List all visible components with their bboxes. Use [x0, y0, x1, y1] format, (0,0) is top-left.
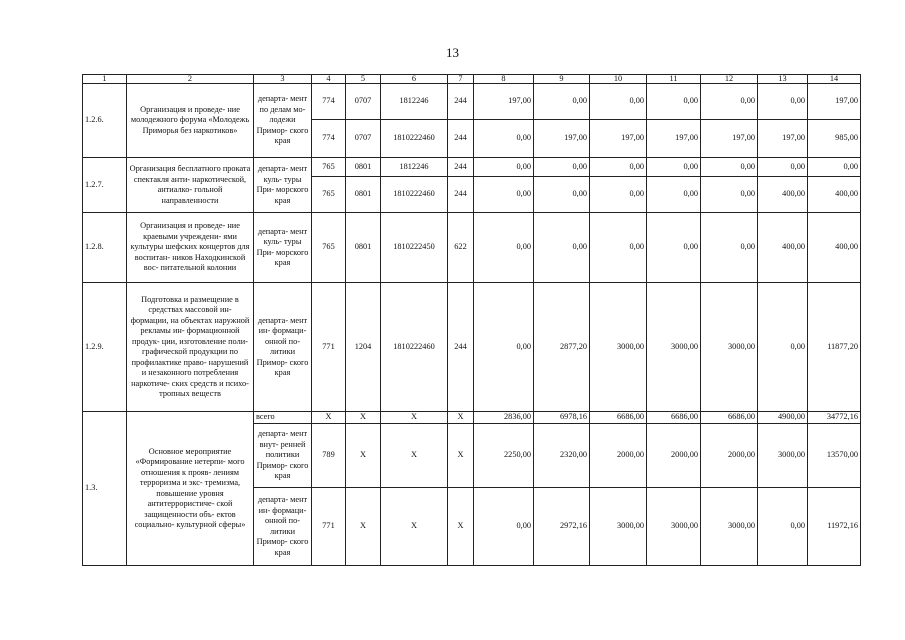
table-cell: 197,00: [701, 120, 758, 158]
row-number: 1.2.8.: [83, 213, 127, 283]
table-cell: 3000,00: [701, 283, 758, 412]
measure-name: Основное мероприятие «Формирование нетерпи- мого отношения к прояв- лениям терроризма и экс- тремизма, повышение уровня антитеррористиче- ской защищенности объ- ектов социально- культурной сферы»: [127, 412, 254, 566]
table-cell: 244: [448, 283, 474, 412]
department: департа- мент ин- формаци- онной по- литики Примор- ского края: [254, 283, 312, 412]
table-cell: 0,00: [474, 213, 534, 283]
page-number: 13: [446, 45, 459, 60]
table-cell: 0,00: [590, 177, 647, 213]
table-row: [83, 213, 861, 283]
measure-name: Организация бесплатного проката спектакля анти- наркотической, антиалко- гольной направленности: [127, 158, 254, 213]
header-cell: 10: [590, 75, 647, 84]
table-cell: 0707: [346, 120, 381, 158]
table-cell: X: [346, 488, 381, 566]
table-cell: X: [448, 488, 474, 566]
header-cell: 3: [254, 75, 312, 84]
table-cell: 0,00: [474, 120, 534, 158]
header-cell: 1: [83, 75, 127, 84]
table-row: [83, 158, 861, 177]
header-cell: 9: [534, 75, 590, 84]
row-number: 1.2.9.: [83, 283, 127, 412]
table-cell: 765: [312, 177, 346, 213]
table-cell: X: [448, 412, 474, 424]
table-cell: 11877,20: [808, 283, 861, 412]
table-cell: 774: [312, 84, 346, 120]
table-cell: 2972,16: [534, 488, 590, 566]
table-cell: 1810222460: [381, 283, 448, 412]
table-cell: 3000,00: [758, 424, 808, 488]
table-cell: 0,00: [474, 177, 534, 213]
table-header-row: [83, 75, 861, 84]
table-cell: 0,00: [534, 177, 590, 213]
table-cell: 400,00: [758, 213, 808, 283]
row-number: 1.3.: [83, 412, 127, 566]
table-row: [83, 84, 861, 120]
table-cell: 2836,00: [474, 412, 534, 424]
measure-name: Организация и проведе- ние краевыми учреждени- ями культуры шефских концертов для воспитан- ников Находкинской вос- питательной колонии: [127, 213, 254, 283]
table-cell: 0,00: [758, 283, 808, 412]
table-cell: 6686,00: [590, 412, 647, 424]
table-cell: 3000,00: [590, 488, 647, 566]
table-cell: 789: [312, 424, 346, 488]
table-cell: X: [312, 412, 346, 424]
department: департа- мент куль- туры При- морского края: [254, 213, 312, 283]
table-cell: X: [381, 412, 448, 424]
table-cell: 774: [312, 120, 346, 158]
measure-name: Организация и проведе- ние молодежного форума «Молодежь Приморья без наркотиков»: [127, 84, 254, 158]
table-cell: 0,00: [474, 158, 534, 177]
table-cell: 1812246: [381, 158, 448, 177]
table-cell: 197,00: [590, 120, 647, 158]
table-cell: 244: [448, 120, 474, 158]
table-cell: 3000,00: [701, 488, 758, 566]
header-cell: 8: [474, 75, 534, 84]
header-cell: 7: [448, 75, 474, 84]
table-cell: 0801: [346, 177, 381, 213]
table-cell: 0,00: [647, 158, 701, 177]
table-cell: X: [381, 488, 448, 566]
table-cell: 0,00: [808, 158, 861, 177]
table-cell: 0,00: [474, 283, 534, 412]
table-cell: 400,00: [808, 213, 861, 283]
table-cell: 0707: [346, 84, 381, 120]
table-cell: 0,00: [701, 213, 758, 283]
department: департа- мент куль- туры При- морского края: [254, 158, 312, 213]
table-cell: 622: [448, 213, 474, 283]
table-cell: 2000,00: [647, 424, 701, 488]
table-cell: 34772,16: [808, 412, 861, 424]
table-cell: 0,00: [590, 158, 647, 177]
table-cell: 244: [448, 177, 474, 213]
department: департа- мент ин- формаци- онной по- литики Примор- ского края: [254, 488, 312, 566]
budget-table: [82, 74, 861, 566]
total-label: всего: [254, 412, 312, 424]
table-cell: 0,00: [647, 213, 701, 283]
table-cell: X: [346, 412, 381, 424]
header-cell: 4: [312, 75, 346, 84]
table-cell: 985,00: [808, 120, 861, 158]
table-cell: 2320,00: [534, 424, 590, 488]
table-cell: 771: [312, 283, 346, 412]
table-cell: 400,00: [808, 177, 861, 213]
table-cell: 0,00: [758, 84, 808, 120]
table-cell: 11972,16: [808, 488, 861, 566]
table-cell: 0,00: [590, 84, 647, 120]
table-cell: 244: [448, 84, 474, 120]
table-cell: 765: [312, 213, 346, 283]
header-cell: 13: [758, 75, 808, 84]
table-row: [83, 412, 861, 424]
table-cell: 771: [312, 488, 346, 566]
table-cell: 197,00: [758, 120, 808, 158]
table-cell: 765: [312, 158, 346, 177]
table-cell: 2877,20: [534, 283, 590, 412]
table-cell: 0,00: [758, 158, 808, 177]
table-cell: 197,00: [474, 84, 534, 120]
table-cell: 1810222460: [381, 177, 448, 213]
table-cell: 0,00: [474, 488, 534, 566]
header-cell: 14: [808, 75, 861, 84]
row-number: 1.2.7.: [83, 158, 127, 213]
table-cell: 197,00: [534, 120, 590, 158]
table-cell: 6978,16: [534, 412, 590, 424]
header-cell: 5: [346, 75, 381, 84]
table-cell: 197,00: [647, 120, 701, 158]
table-cell: 1204: [346, 283, 381, 412]
table-cell: 0,00: [647, 84, 701, 120]
measure-name: Подготовка и размещение в средствах массовой ин- формации, на объектах наружной рекламы ин- формационной продук- ции, изготовление поли- графической продукции по профилактике право- нарушений и незаконного потребления наркотиче- ских средств и психо- тропных веществ: [127, 283, 254, 412]
table-cell: 1810222450: [381, 213, 448, 283]
table-cell: 0,00: [758, 488, 808, 566]
table-cell: 3000,00: [647, 488, 701, 566]
table-cell: 0,00: [534, 213, 590, 283]
table-cell: 0,00: [701, 177, 758, 213]
table-cell: 2000,00: [590, 424, 647, 488]
table-cell: 6686,00: [701, 412, 758, 424]
table-cell: 0,00: [534, 84, 590, 120]
table-cell: 244: [448, 158, 474, 177]
table-cell: 0,00: [590, 213, 647, 283]
table-cell: 0,00: [647, 177, 701, 213]
table-cell: 4900,00: [758, 412, 808, 424]
department: департа- мент внут- ренней политики Примор- ского края: [254, 424, 312, 488]
table-cell: 3000,00: [647, 283, 701, 412]
table-cell: X: [448, 424, 474, 488]
table-cell: 0,00: [534, 158, 590, 177]
table-cell: 400,00: [758, 177, 808, 213]
table-cell: 0801: [346, 213, 381, 283]
table-cell: 1812246: [381, 84, 448, 120]
table-cell: 13570,00: [808, 424, 861, 488]
header-cell: 2: [127, 75, 254, 84]
table-cell: X: [381, 424, 448, 488]
table-cell: 0,00: [701, 84, 758, 120]
table-cell: 0801: [346, 158, 381, 177]
table-cell: 0,00: [701, 158, 758, 177]
department: департа- мент по делам мо- лодежи Примор- ского края: [254, 84, 312, 158]
header-cell: 6: [381, 75, 448, 84]
table-cell: 197,00: [808, 84, 861, 120]
table-row: [83, 283, 861, 412]
table-cell: 2250,00: [474, 424, 534, 488]
header-cell: 11: [647, 75, 701, 84]
table-cell: X: [346, 424, 381, 488]
table-cell: 2000,00: [701, 424, 758, 488]
row-number: 1.2.6.: [83, 84, 127, 158]
table-cell: 3000,00: [590, 283, 647, 412]
header-cell: 12: [701, 75, 758, 84]
table-cell: 1810222460: [381, 120, 448, 158]
table-cell: 6686,00: [647, 412, 701, 424]
